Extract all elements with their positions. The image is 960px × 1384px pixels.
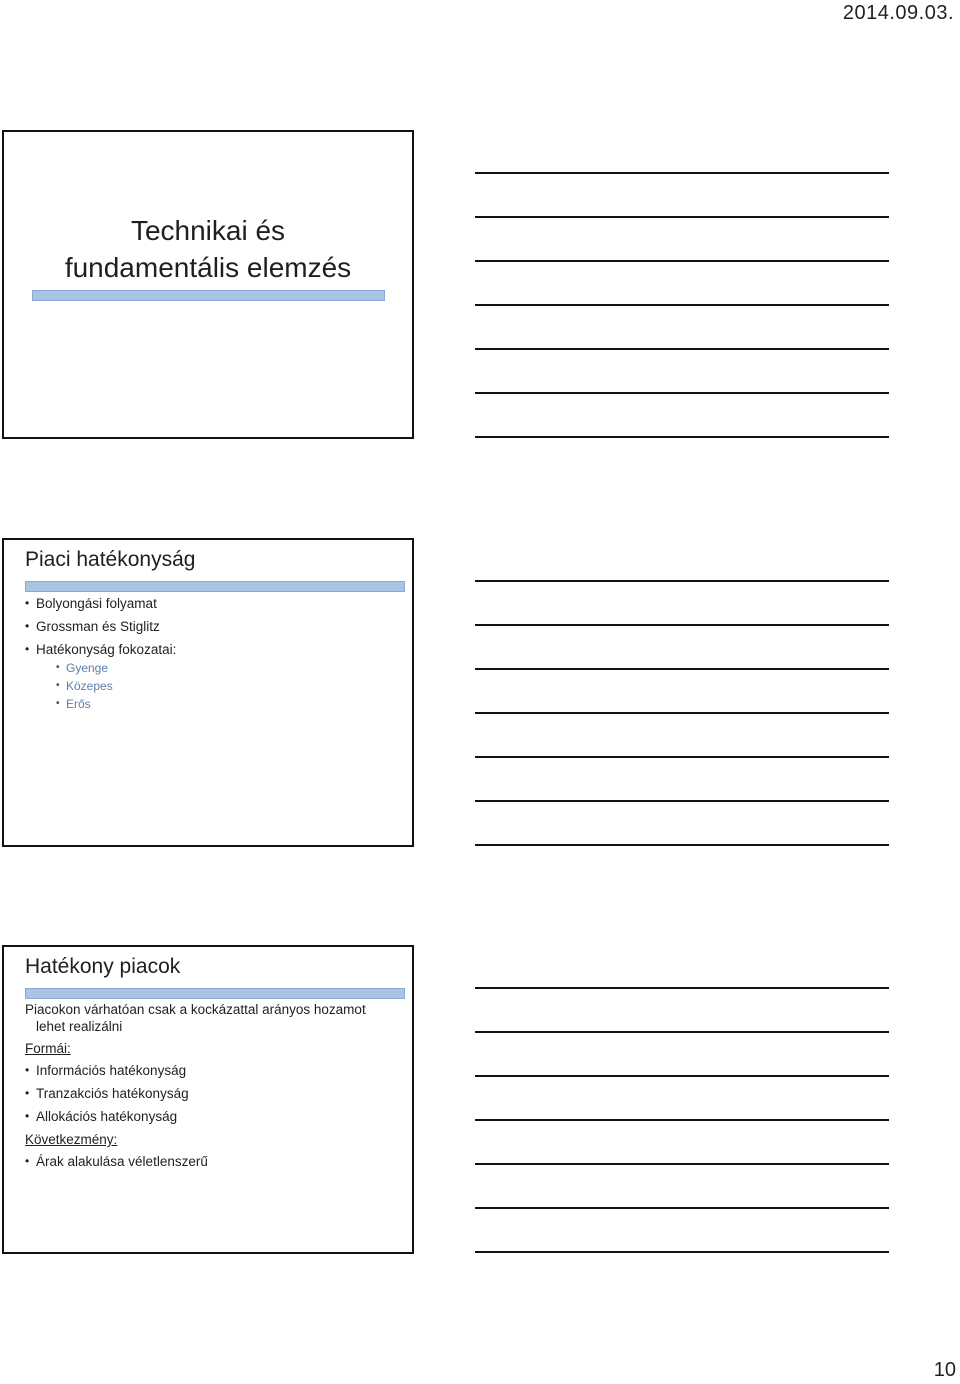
note-line xyxy=(475,1031,889,1033)
note-line xyxy=(475,1119,889,1121)
page-number: 10 xyxy=(933,1359,956,1381)
slide-3-content xyxy=(25,1001,402,1176)
note-line xyxy=(475,800,889,802)
note-line xyxy=(475,1251,889,1253)
note-line xyxy=(475,172,889,174)
slide-3-title-bar xyxy=(25,988,405,999)
forms-list xyxy=(25,1062,402,1125)
slide-2 xyxy=(2,538,414,847)
sub-list-item: • Gyenge xyxy=(56,660,402,676)
consequence-label: Következmény: xyxy=(25,1132,118,1147)
note-line xyxy=(475,260,889,262)
note-line xyxy=(475,668,889,670)
slide-1-title-line-1: Technikai és xyxy=(130,215,286,246)
list-item xyxy=(25,641,402,712)
slide-1 xyxy=(2,130,414,439)
note-line xyxy=(475,348,889,350)
note-line xyxy=(475,624,889,626)
list-item: • Grossman és Stiglitz xyxy=(25,618,402,635)
intro-line-1: Piacokon várhatóan csak a kockázattal arányos hozamot xyxy=(25,1002,366,1017)
note-line xyxy=(475,1163,889,1165)
slide-2-content xyxy=(25,595,402,718)
note-line xyxy=(475,987,889,989)
forms-label: Formái: xyxy=(25,1041,71,1056)
list-item-label: Hatékonyság fokozatai: xyxy=(36,642,177,657)
sub-list-item: • Közepes xyxy=(56,678,402,694)
note-line xyxy=(475,392,889,394)
intro-paragraph xyxy=(25,1001,402,1035)
slide-2-title-bar xyxy=(25,581,405,592)
sub-bullet-list xyxy=(36,660,402,712)
bullet-list xyxy=(25,595,402,712)
consequence-list xyxy=(25,1153,402,1170)
note-line xyxy=(475,580,889,582)
list-item: • Bolyongási folyamat xyxy=(25,595,402,612)
slide-1-title-line-2: fundamentális elemzés xyxy=(64,252,352,283)
list-item: • Allokációs hatékonyság xyxy=(25,1108,402,1125)
note-line xyxy=(475,712,889,714)
print-date: 2014.09.03. xyxy=(842,2,954,24)
slide-2-title: Piaci hatékonyság xyxy=(25,548,196,571)
list-item: • Árak alakulása véletlenszerű xyxy=(25,1153,402,1170)
list-item: • Tranzakciós hatékonyság xyxy=(25,1085,402,1102)
note-line xyxy=(475,756,889,758)
list-item: • Információs hatékonyság xyxy=(25,1062,402,1079)
note-line xyxy=(475,304,889,306)
slide-3 xyxy=(2,945,414,1254)
note-line xyxy=(475,436,889,438)
note-line xyxy=(475,216,889,218)
sub-list-item: • Erős xyxy=(56,696,402,712)
slide-3-title: Hatékony piacok xyxy=(25,955,181,978)
note-line xyxy=(475,1075,889,1077)
slide-1-title-bar xyxy=(32,290,385,301)
note-line xyxy=(475,1207,889,1209)
slide-1-title xyxy=(4,212,412,286)
note-line xyxy=(475,844,889,846)
intro-line-2: lehet realizálni xyxy=(36,1019,123,1034)
